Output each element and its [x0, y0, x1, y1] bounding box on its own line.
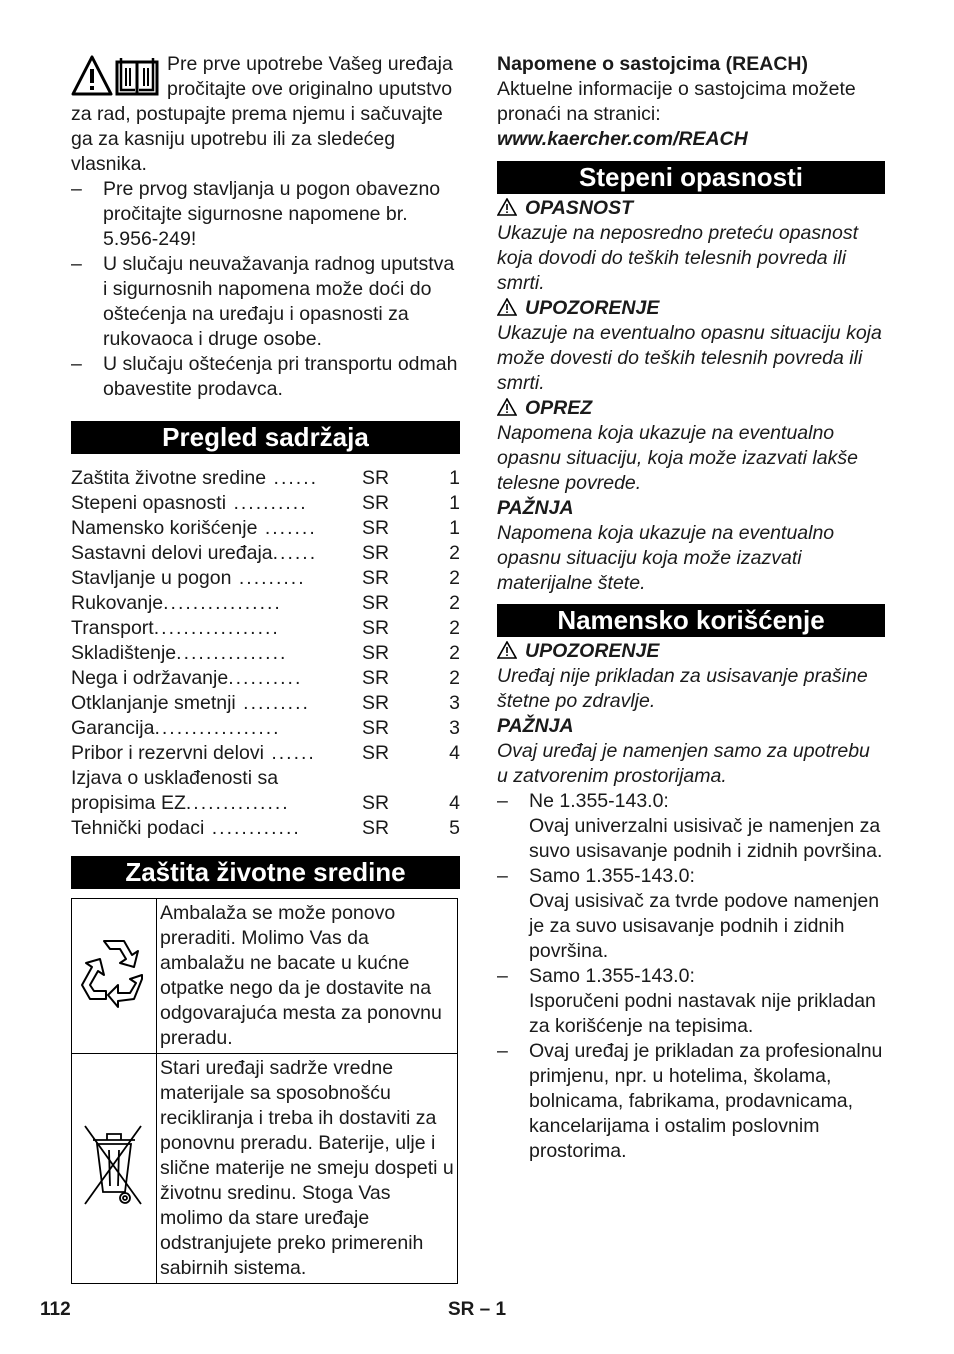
intended-use-attention-label: PAŽNJA [497, 715, 574, 737]
toc-row[interactable]: Otklanjanje smetnji ......... SR 3 [71, 692, 460, 714]
toc-row[interactable]: Skladištenje............... SR 2 [71, 642, 460, 664]
intended-use-heading: Namensko korišćenje [497, 604, 885, 637]
recycle-icon-cell [72, 899, 157, 1054]
toc-row[interactable]: Stavljanje u pogon ......... SR 2 [71, 567, 460, 589]
warning-triangle-icon [497, 298, 517, 316]
toc-row[interactable]: Izjava o usklađenosti sa [71, 767, 279, 789]
crossed-bin-icon-cell [72, 1054, 157, 1284]
hazard-label: OPREZ [525, 397, 593, 419]
hazard-label: UPOZORENJE [525, 297, 660, 319]
warning-triangle-icon [497, 641, 517, 659]
toc-row[interactable]: Tehnički podaci ............ SR 5 [71, 817, 460, 839]
hazard-entry [497, 196, 885, 296]
toc-row[interactable]: Sastavni delovi uređaja...... SR 2 [71, 542, 460, 564]
hazard-levels-heading: Stepeni opasnosti [497, 161, 885, 194]
reach-link[interactable]: www.kaercher.com/REACH [497, 128, 748, 150]
intro-text: Pre prve upotrebe Vašeg uređaja pročitajte ove originalno uputstvo za rad, postupajte prema njemu i sačuvajte ga za kasniju upotrebu ili za sledećeg vlasnika. [71, 53, 453, 175]
crossed-bin-icon [79, 1120, 149, 1210]
hazard-entry [497, 396, 885, 496]
left-column [71, 52, 460, 1284]
warning-triangle-icon [497, 198, 517, 216]
hazard-label: PAŽNJA [497, 497, 574, 519]
section-page-number: SR – 1 [448, 1299, 507, 1320]
environment-row-old-devices [72, 1054, 458, 1284]
old-devices-text: Stari uređaji sadrže vredne materijale sa sposobnošću recikliranja i treba ih dostaviti za ponovnu preradu. Baterije, ulje i slične materije ne smeju dospeti u životnu sredinu. Stoga Vas molimo da stare uređaje odstranjujete preko primerenih sabirnih sistema. [157, 1054, 458, 1284]
toc-row[interactable]: Stepeni opasnosti .......... SR 1 [71, 492, 460, 514]
packaging-text: Ambalaža se može ponovo preraditi. Molimo Vas da ambalažu ne bacate u kućne otpatke nego da je dostavite na odgovarajuća mesta za ponovnu preradu. [157, 899, 458, 1054]
environment-heading: Zaštita životne sredine [71, 856, 460, 889]
intended-use-attention-text: Ovaj uređaj je namenjen samo za upotrebu u zatvorenim prostorijama. [497, 740, 870, 787]
intended-use-warning-text: Uređaj nije prikladan za usisavanje prašine štetne po zdravlje. [497, 665, 868, 712]
right-column [497, 52, 885, 1164]
hazard-text: Ukazuje na eventualno opasnu situaciju koja može dovesti do teških telesnih povreda ili smrti. [497, 322, 882, 394]
toc-row[interactable]: Transport................. SR 2 [71, 617, 460, 639]
intro-block [71, 52, 460, 402]
toc-heading: Pregled sadržaja [71, 421, 460, 454]
hazard-entry [497, 296, 885, 396]
intended-use-list [497, 789, 885, 1164]
list-item: – Samo 1.355-143.0: Ovaj usisivač za tvrde podove namenjen je za suvo usisavanje podnih i zidnih površina. [497, 864, 885, 964]
intro-item: – U slučaju neuvažavanja radnog uputstva i sigurnosnih napomena može doći do oštećenja na uređaju i opasnosti za rukovaoca i druge osobe. [71, 252, 460, 352]
table-of-contents [71, 466, 460, 841]
environment-row-packaging [72, 899, 458, 1054]
toc-row[interactable]: Nega i održavanje.......... SR 2 [71, 667, 460, 689]
hazard-text: Napomena koja ukazuje na eventualno opasnu situaciju koja može izazvati materijalne štete. [497, 522, 835, 594]
warning-triangle-icon [497, 398, 517, 416]
intro-item: – Pre prvog stavljanja u pogon obavezno pročitajte sigurnosne napomene br. 5.956-249! [71, 177, 460, 252]
intended-use-warning-label: UPOZORENJE [525, 640, 660, 662]
toc-row[interactable]: Garancija................. SR 3 [71, 717, 460, 739]
toc-row[interactable]: propisima EZ.............. SR 4 [71, 792, 460, 814]
toc-row[interactable]: Namensko korišćenje ....... SR 1 [71, 517, 460, 539]
reach-text: Aktuelne informacije o sastojcima možete pronaći na stranici: [497, 78, 856, 125]
reach-heading: Napomene o sastojcima (REACH) [497, 53, 808, 75]
toc-row[interactable]: Rukovanje................ SR 2 [71, 592, 460, 614]
list-item: – Ovaj uređaj je prikladan za profesionalnu primjenu, npr. u hotelima, školama, bolnicama, fabrikama, prodavnicama, kancelarijama i ostalim poslovnim prostorima. [497, 1039, 885, 1164]
hazard-text: Napomena koja ukazuje na eventualno opasnu situaciju, koja može izazvati lakše telesne povrede. [497, 422, 858, 494]
toc-row[interactable]: Zaštita životne sredine ...... SR 1 [71, 467, 460, 489]
list-item: – Samo 1.355-143.0: Isporučeni podni nastavak nije prikladan za korišćenje na tepisima. [497, 964, 885, 1039]
intro-list [71, 177, 460, 402]
list-item: – Ne 1.355-143.0: Ovaj univerzalni usisivač je namenjen za suvo usisavanje podnih i zidnih površina. [497, 789, 885, 864]
hazard-label: OPASNOST [525, 197, 633, 219]
hazard-entry [497, 496, 885, 596]
intro-item: – U slučaju oštećenja pri transportu odmah obavestite prodavca. [71, 352, 460, 402]
page-number: 112 [40, 1299, 71, 1320]
toc-row[interactable]: Pribor i rezervni delovi ...... SR 4 [71, 742, 460, 764]
hazard-text: Ukazuje na neposredno preteću opasnost koja dovodi do teških telesnih povreda ili smrti. [497, 222, 858, 294]
warning-manual-icon [71, 54, 161, 98]
recycle-icon [78, 935, 150, 1011]
environment-table [71, 898, 458, 1284]
